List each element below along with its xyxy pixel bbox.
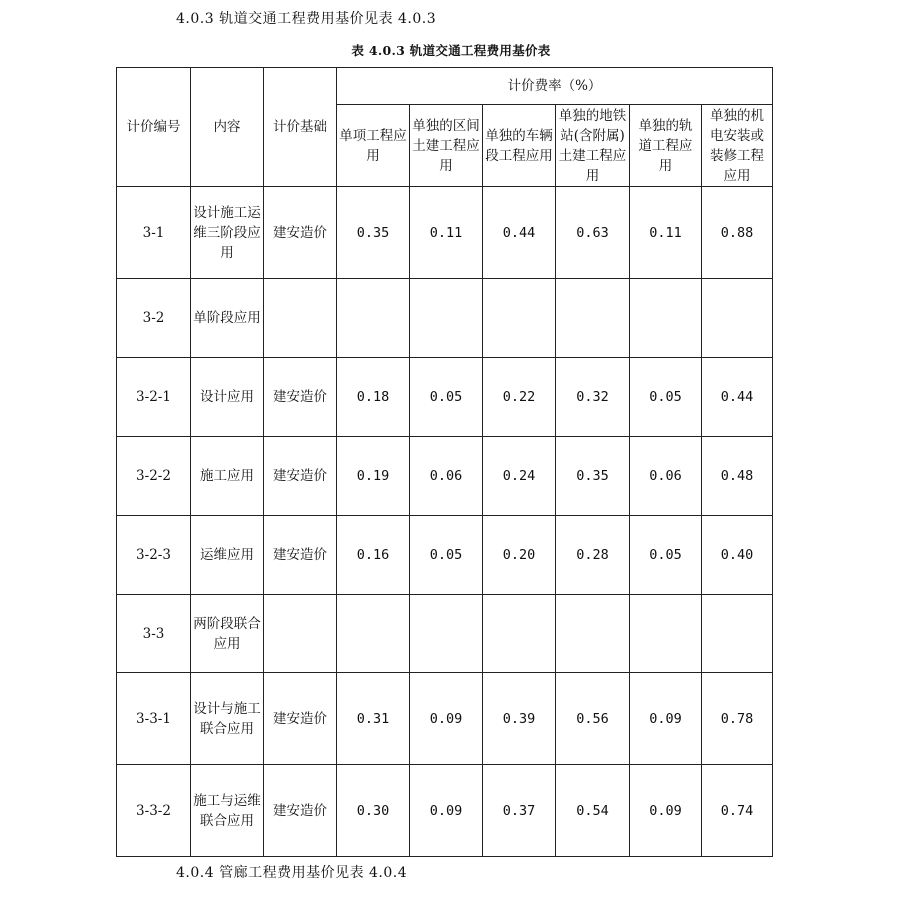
- cell-rate: 0.05: [630, 358, 702, 437]
- table-row: [117, 358, 773, 437]
- cell-content: 设计与施工联合应用: [191, 673, 264, 765]
- cell-rate: [702, 595, 773, 673]
- cell-basis: [264, 279, 337, 358]
- table-row: [117, 187, 773, 279]
- header-rate-sub: 单独的机电安装或装修工程应用: [702, 105, 773, 187]
- section-heading-4-0-3: 4.0.3 轨道交通工程费用基价见表 4.0.3: [176, 11, 437, 27]
- cell-rate: 0.54: [556, 765, 630, 857]
- cell-rate: 0.44: [702, 358, 773, 437]
- header-rate-sub: 单独的车辆段工程应用: [483, 105, 556, 187]
- cell-rate: 0.11: [410, 187, 483, 279]
- cell-rate: 0.09: [630, 765, 702, 857]
- cell-basis: 建安造价: [264, 358, 337, 437]
- cell-rate: [337, 595, 410, 673]
- table-row: [117, 673, 773, 765]
- cell-rate: [630, 279, 702, 358]
- table-row: [117, 279, 773, 358]
- cell-rate: [410, 279, 483, 358]
- header-rate-group: 计价费率（%）: [337, 68, 773, 105]
- cell-rate: 0.35: [337, 187, 410, 279]
- section-heading-4-0-4: 4.0.4 管廊工程费用基价见表 4.0.4: [176, 865, 408, 881]
- cell-rate: 0.05: [410, 358, 483, 437]
- cell-rate: 0.18: [337, 358, 410, 437]
- cell-rate: 0.06: [410, 437, 483, 516]
- cell-basis: 建安造价: [264, 437, 337, 516]
- cell-rate: 0.37: [483, 765, 556, 857]
- cell-rate: 0.09: [410, 765, 483, 857]
- cell-code: 3-2: [117, 279, 191, 358]
- cell-rate: 0.11: [630, 187, 702, 279]
- cell-content: 单阶段应用: [191, 279, 264, 358]
- header-code: 计价编号: [117, 68, 191, 187]
- cell-rate: 0.30: [337, 765, 410, 857]
- cell-basis: 建安造价: [264, 673, 337, 765]
- cell-rate: [630, 595, 702, 673]
- table-row: [117, 437, 773, 516]
- table-caption: 表 4.0.3 轨道交通工程费用基价表: [351, 43, 551, 58]
- cell-content: 设计应用: [191, 358, 264, 437]
- cell-code: 3-3: [117, 595, 191, 673]
- header-content: 内容: [191, 68, 264, 187]
- header-rate-sub: 单独的地铁站(含附属)土建工程应用: [556, 105, 630, 187]
- cell-code: 3-2-3: [117, 516, 191, 595]
- table-row: [117, 765, 773, 857]
- cell-rate: 0.28: [556, 516, 630, 595]
- cell-content: 施工与运维联合应用: [191, 765, 264, 857]
- cell-code: 3-1: [117, 187, 191, 279]
- cell-rate: 0.35: [556, 437, 630, 516]
- header-rate-sub: 单独的轨道工程应用: [630, 105, 702, 187]
- cell-content: 运维应用: [191, 516, 264, 595]
- cell-rate: 0.05: [410, 516, 483, 595]
- cell-basis: 建安造价: [264, 187, 337, 279]
- cell-code: 3-2-1: [117, 358, 191, 437]
- cell-rate: [702, 279, 773, 358]
- cell-rate: 0.88: [702, 187, 773, 279]
- cell-rate: [337, 279, 410, 358]
- cell-basis: [264, 595, 337, 673]
- cell-rate: 0.78: [702, 673, 773, 765]
- cell-code: 3-2-2: [117, 437, 191, 516]
- cell-rate: 0.22: [483, 358, 556, 437]
- cell-rate: 0.31: [337, 673, 410, 765]
- table-row: [117, 595, 773, 673]
- cell-rate: 0.09: [410, 673, 483, 765]
- cell-rate: [410, 595, 483, 673]
- cell-code: 3-3-1: [117, 673, 191, 765]
- cell-rate: [556, 595, 630, 673]
- cell-basis: 建安造价: [264, 516, 337, 595]
- cell-rate: 0.19: [337, 437, 410, 516]
- cell-rate: 0.40: [702, 516, 773, 595]
- cell-content: 施工应用: [191, 437, 264, 516]
- cell-rate: 0.16: [337, 516, 410, 595]
- cell-rate: 0.63: [556, 187, 630, 279]
- cell-rate: 0.39: [483, 673, 556, 765]
- cell-rate: 0.48: [702, 437, 773, 516]
- cell-rate: 0.06: [630, 437, 702, 516]
- cell-code: 3-3-2: [117, 765, 191, 857]
- table-row: [117, 516, 773, 595]
- cell-rate: 0.09: [630, 673, 702, 765]
- header-basis: 计价基础: [264, 68, 337, 187]
- cell-rate: [556, 279, 630, 358]
- cell-rate: 0.20: [483, 516, 556, 595]
- header-rate-sub: 单独的区间土建工程应用: [410, 105, 483, 187]
- cell-rate: 0.74: [702, 765, 773, 857]
- cell-rate: 0.24: [483, 437, 556, 516]
- cell-rate: [483, 595, 556, 673]
- cell-rate: 0.32: [556, 358, 630, 437]
- cell-content: 设计施工运维三阶段应用: [191, 187, 264, 279]
- header-rate-sub: 单项工程应用: [337, 105, 410, 187]
- rate-table: [116, 67, 773, 857]
- cell-rate: 0.05: [630, 516, 702, 595]
- cell-content: 两阶段联合应用: [191, 595, 264, 673]
- cell-basis: 建安造价: [264, 765, 337, 857]
- cell-rate: 0.56: [556, 673, 630, 765]
- cell-rate: 0.44: [483, 187, 556, 279]
- cell-rate: [483, 279, 556, 358]
